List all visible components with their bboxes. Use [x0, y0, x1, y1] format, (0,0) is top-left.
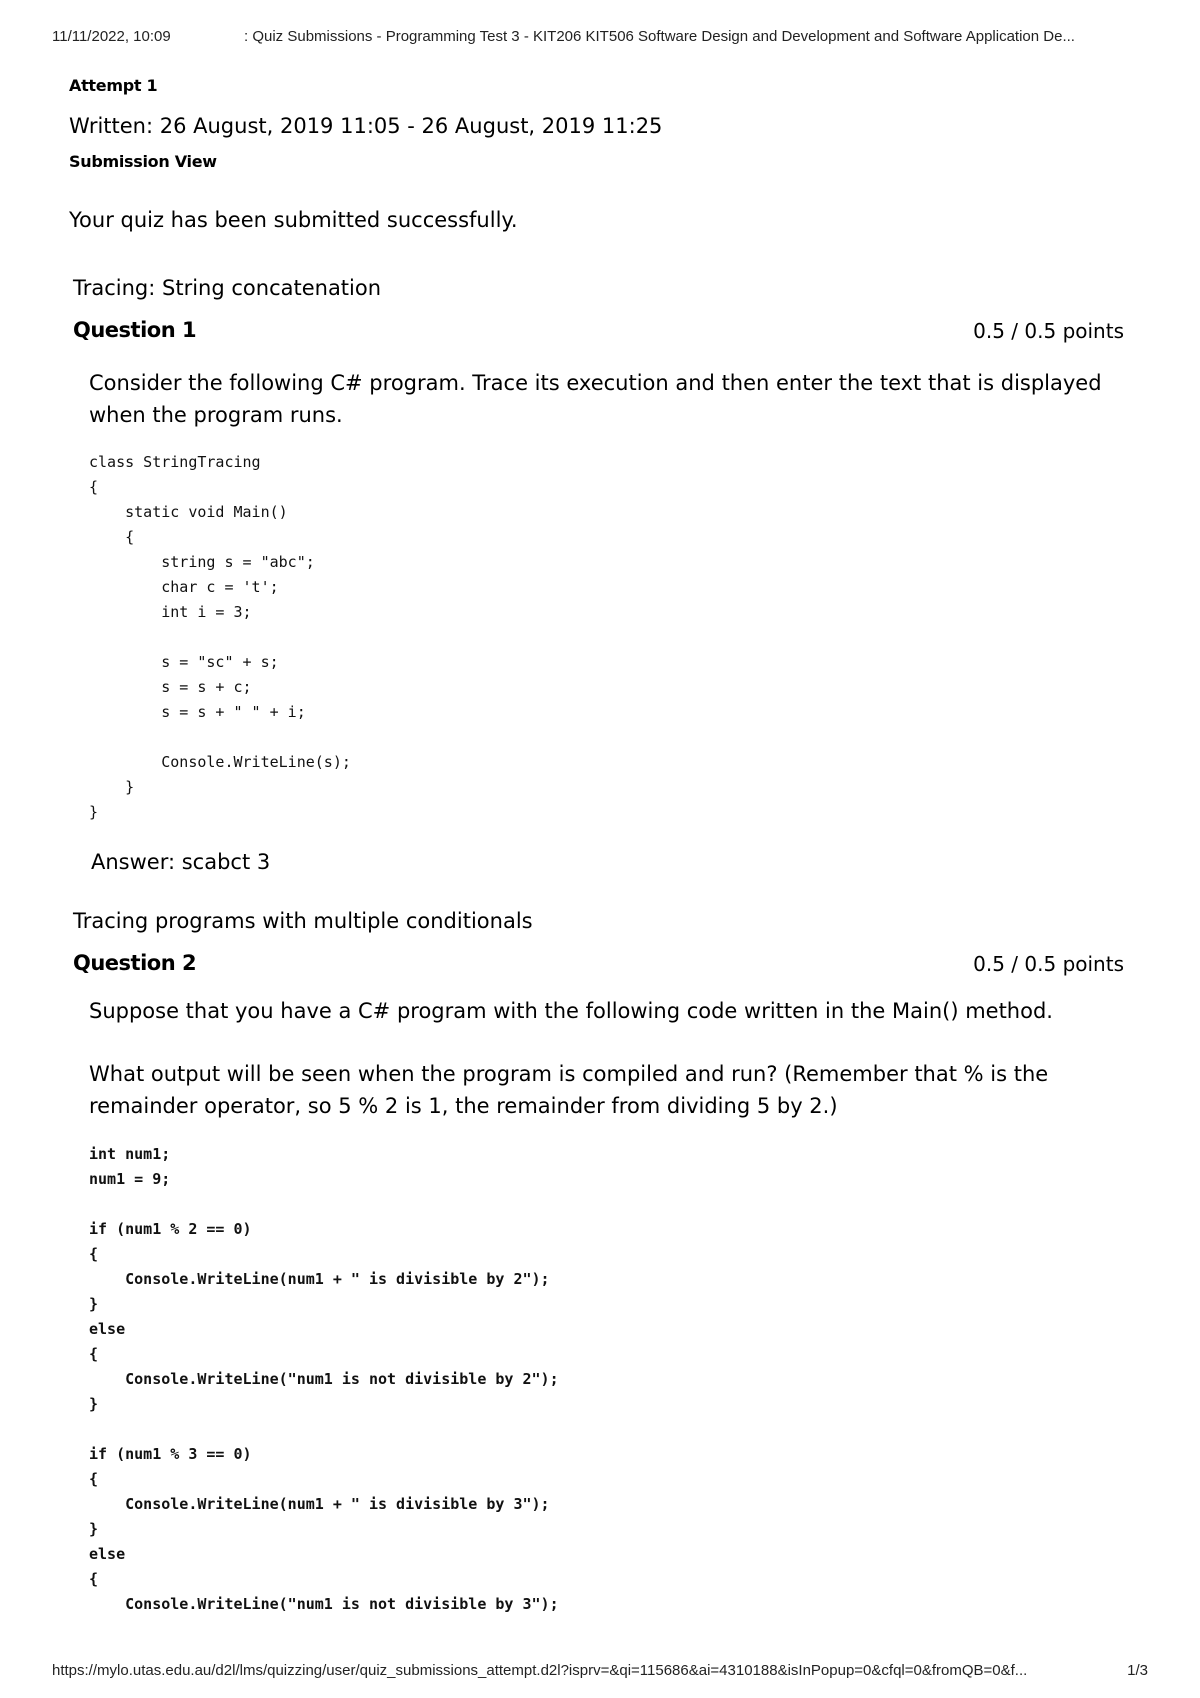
print-date: 11/11/2022, 10:09 [52, 28, 171, 45]
submission-view-label: Submission View [69, 152, 217, 171]
submitted-message: Your quiz has been submitted successfully. [69, 208, 518, 232]
question-1-text: Consider the following C# program. Trace its execution and then enter the text that is displayed when the program runs. [89, 371, 1102, 427]
question-2-section-title: Tracing programs with multiple conditionals [73, 909, 533, 933]
print-header [52, 28, 1148, 50]
question-2-heading: Question 2 [73, 951, 197, 975]
question-2-points: 0.5 / 0.5 points [973, 952, 1124, 976]
page-number: 1/3 [1127, 1662, 1148, 1679]
question-1-points: 0.5 / 0.5 points [973, 319, 1124, 343]
written-timestamp: Written: 26 August, 2019 11:05 - 26 August, 2019 11:25 [69, 114, 663, 138]
question-1-section-title: Tracing: String concatenation [73, 276, 382, 300]
print-footer [52, 1662, 1148, 1684]
print-document-title: : Quiz Submissions - Programming Test 3 - KIT206 KIT506 Software Design and Development and Software Application De... [244, 28, 1075, 45]
question-1-answer: Answer: scabct 3 [91, 850, 271, 874]
question-2-text: Suppose that you have a C# program with the following code written in the Main() method. [89, 999, 1053, 1023]
question-1-code: class StringTracing { static void Main() { string s = "abc"; char c = 't'; int i = 3; s = "sc" + s; s = s + c; s = s + " " + i; Console.WriteLine(s); } } [89, 453, 351, 821]
question-2-code: int num1; num1 = 9; if (num1 % 2 == 0) { Console.WriteLine(num1 + " is divisible by 2"); } else { Console.WriteLine("num1 is not divisible by 2"); } if (num1 % 3 == 0) { Console.WriteLine(num1 + " is divisible by 3"); } else { Console.WriteLine("num1 is not divisible by 3"); [89, 1145, 559, 1613]
question-1-heading: Question 1 [73, 318, 197, 342]
question-2-text-2: What output will be seen when the program is compiled and run? (Remember that % is the remainder operator, so 5 % 2 is 1, the remainder from dividing 5 by 2.) [89, 1062, 1049, 1118]
print-url: https://mylo.utas.edu.au/d2l/lms/quizzing/user/quiz_submissions_attempt.d2l?isprv=&qi=115686&ai=4310188&isInPopup=0&cfql=0&fromQB=0&f... [52, 1662, 1028, 1679]
attempt-label: Attempt 1 [69, 76, 158, 95]
